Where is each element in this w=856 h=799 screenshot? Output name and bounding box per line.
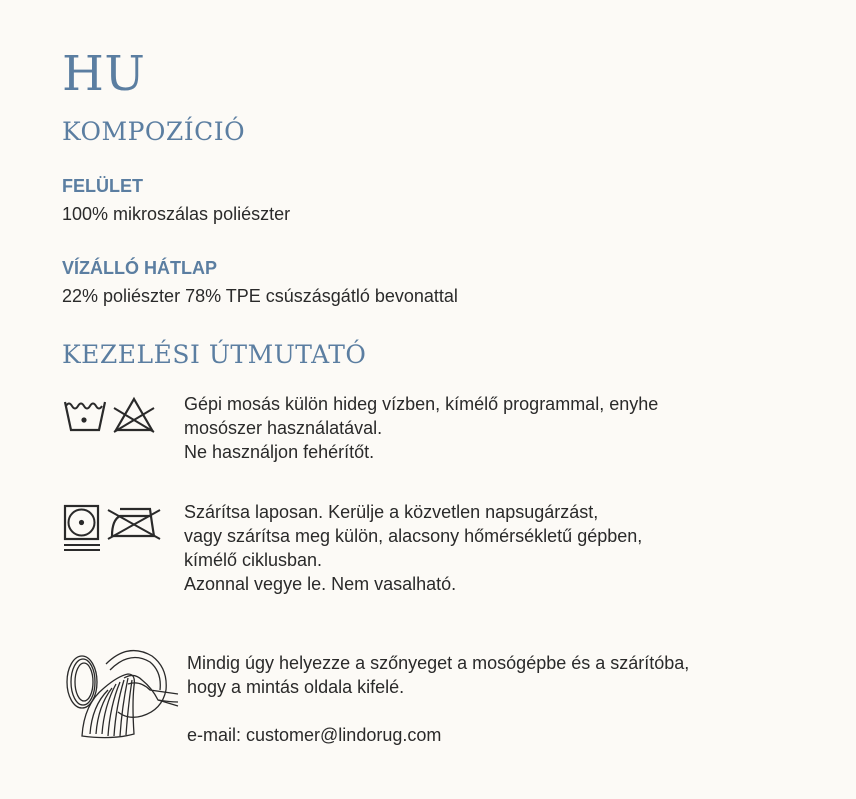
placement-instructions [187, 651, 689, 747]
wash-line: Gépi mosás külön hideg vízben, kímélő programmal, enyhe [184, 394, 659, 414]
wash-30-gentle-icon [62, 396, 106, 436]
dry-line: kímélő ciklusban. [184, 550, 323, 570]
email-link[interactable]: e-mail: customer@lindorug.com [187, 725, 442, 745]
surface-label: FELÜLET [62, 176, 143, 196]
placement-line: hogy a mintás oldala kifelé. [187, 677, 405, 697]
dry-line: vagy szárítsa meg külön, alacsony hőmérsékletű gépben, [184, 526, 643, 546]
placement-line: Mindig úgy helyezze a szőnyeget a mosógépbe és a szárítóba, [187, 653, 690, 673]
wash-line: mosószer használatával. [184, 418, 383, 438]
no-bleach-icon [112, 396, 156, 436]
backing-label: VÍZÁLLÓ HÁTLAP [62, 258, 217, 278]
wash-instructions [184, 392, 658, 464]
dry-line: Szárítsa laposan. Kerülje a közvetlen napsugárzást, [184, 502, 599, 522]
surface-value: 100% mikroszálas poliészter [62, 204, 291, 224]
backing-value: 22% poliészter 78% TPE csúszásgátló bevonattal [62, 286, 458, 306]
tumble-dry-low-gentle-icon [62, 504, 102, 556]
washing-machine-rug-icon [62, 644, 180, 744]
dry-instructions [184, 500, 642, 596]
no-iron-icon [106, 504, 162, 544]
dry-line: Azonnal vegye le. Nem vasalható. [184, 574, 457, 594]
language-code: HU [62, 46, 146, 102]
care-heading: KEZELÉSI ÚTMUTATÓ [62, 340, 367, 369]
wash-line: Ne használjon fehérítőt. [184, 442, 375, 462]
composition-heading: KOMPOZÍCIÓ [62, 117, 246, 146]
